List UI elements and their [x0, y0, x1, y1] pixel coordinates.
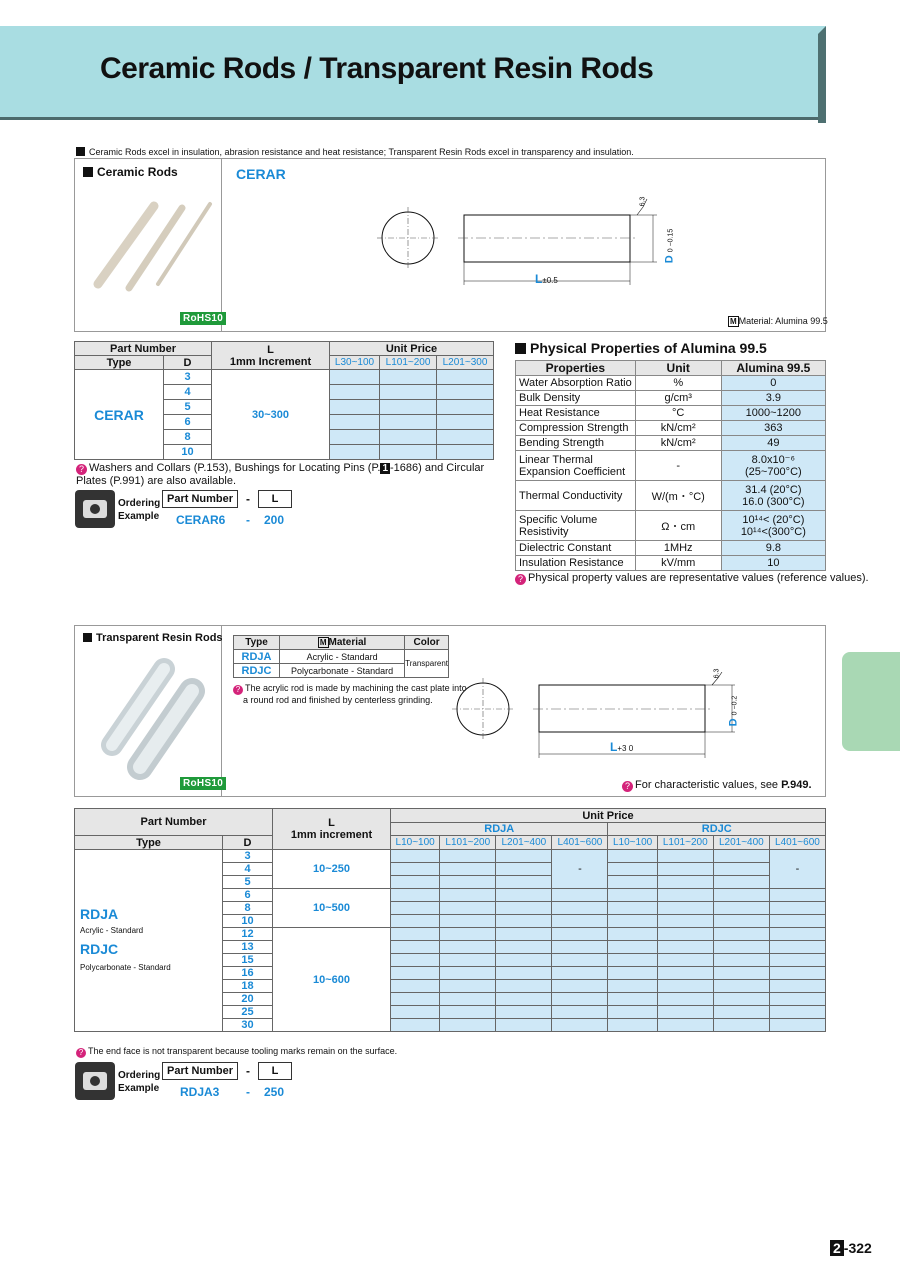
- d-value: 15: [223, 954, 273, 967]
- mat-color: Transparent: [405, 650, 449, 678]
- d-value: 10: [223, 915, 273, 928]
- page-title: Ceramic Rods / Transparent Resin Rods: [100, 52, 654, 85]
- prop-unit: kN/cm²: [635, 421, 721, 436]
- ordering-example-label: Ordering Example: [118, 498, 161, 522]
- rohs-badge: RoHS10: [180, 777, 226, 790]
- ordering-example-icon: [75, 490, 115, 528]
- h-part-number: Part Number: [75, 342, 212, 356]
- order-example-l: 200: [264, 513, 285, 527]
- h-l: L 1mm Increment: [212, 342, 330, 370]
- prop-name: Water Absorption Ratio: [516, 376, 636, 391]
- price-na: -: [769, 850, 825, 889]
- prop-unit: W/(m・°C): [635, 481, 721, 511]
- d-value: 3: [223, 850, 273, 863]
- prop-name: Insulation Resistance: [516, 556, 636, 571]
- prop-unit: Ω・cm: [635, 511, 721, 541]
- resin-char-note: ? For characteristic values, see P.949.: [622, 779, 812, 792]
- d-value: 6: [223, 889, 273, 902]
- prop-name: Specific Volume Resistivity: [516, 511, 636, 541]
- d-value: 8: [223, 902, 273, 915]
- price-col: L401~600: [769, 836, 825, 850]
- prop-value: 31.4 (20°C) 16.0 (300°C): [721, 481, 825, 511]
- resin-material-note: ? The acrylic rod is made by machining the cast plate into a round rod and finished by centerless grinding.: [233, 683, 467, 706]
- prop-name: Dielectric Constant: [516, 541, 636, 556]
- prop-name: Compression Strength: [516, 421, 636, 436]
- prop-value: 3.9: [721, 391, 825, 406]
- h-l: L 1mm increment: [273, 809, 391, 850]
- price-col: L101~200: [657, 836, 713, 850]
- order-example-dash: -: [246, 1085, 250, 1099]
- price-na: -: [552, 850, 608, 889]
- order-l-box: L: [258, 490, 292, 508]
- resin-roughness: 6.3: [713, 668, 721, 679]
- ceramic-photo-panel: [74, 158, 222, 332]
- order-part-number-box: Part Number: [162, 490, 238, 508]
- resin-dim-d: D 0 −0.2: [727, 695, 740, 727]
- d-value: 3: [164, 370, 212, 385]
- resin-note: ? The end face is not transparent because tooling marks remain on the surface.: [76, 1046, 397, 1058]
- order-l-box: L: [258, 1062, 292, 1080]
- price-col: L101~200: [380, 356, 437, 370]
- price-col: L201~300: [437, 356, 494, 370]
- h-unit: Unit: [635, 361, 721, 376]
- resin-drawing: [450, 672, 750, 762]
- props-note: ? Physical property values are representative values (reference values).: [515, 572, 869, 585]
- order-example-part: CERAR6: [176, 513, 226, 527]
- prop-value: 10¹⁴< (20°C) 10¹⁴<(300°C): [721, 511, 825, 541]
- ordering-example-label: Ordering Example: [118, 1070, 161, 1094]
- ordering-example-icon: [75, 1062, 115, 1100]
- prop-value: 49: [721, 436, 825, 451]
- d-value: 18: [223, 980, 273, 993]
- prop-unit: 1MHz: [635, 541, 721, 556]
- ceramic-heading: Ceramic Rods: [83, 165, 178, 179]
- h-type: Type: [75, 356, 164, 370]
- order-dash: -: [246, 492, 250, 506]
- d-value: 10: [164, 445, 212, 460]
- price-col: L201~400: [713, 836, 769, 850]
- page-number: 2 -322: [830, 1240, 872, 1256]
- h-properties: Properties: [516, 361, 636, 376]
- prop-name: Bulk Density: [516, 391, 636, 406]
- prop-name: Thermal Conductivity: [516, 481, 636, 511]
- ceramic-material-note: M Material: Alumina 99.5: [730, 316, 828, 326]
- d-value: 8: [164, 430, 212, 445]
- d-value: 4: [164, 385, 212, 400]
- ceramic-note: ? Washers and Collars (P.153), Bushings for Locating Pins (P. 1 -1686) and Circular Plates (P.991) are also available.: [76, 462, 485, 487]
- resin-material-table: [233, 635, 449, 678]
- h-color: Color: [405, 636, 449, 650]
- prop-value: 0: [721, 376, 825, 391]
- d-value: 5: [223, 876, 273, 889]
- resin-type-cell: RDJA Acrylic - Standard RDJC Polycarbonate - Standard: [75, 850, 223, 1032]
- d-value: 13: [223, 941, 273, 954]
- ceramic-price-table: [74, 341, 494, 460]
- prop-value: 8.0x10⁻⁶ (25~700°C): [721, 451, 825, 481]
- prop-unit: g/cm³: [635, 391, 721, 406]
- h-type: Type: [75, 836, 223, 850]
- h-rdjc: RDJC: [608, 823, 826, 836]
- h-rdja: RDJA: [391, 823, 608, 836]
- intro-text: Ceramic Rods excel in insulation, abrasion resistance and heat resistance; Transparent Resin Rods excel in transparency and insulation.: [76, 147, 634, 157]
- prop-unit: %: [635, 376, 721, 391]
- prop-name: Heat Resistance: [516, 406, 636, 421]
- d-value: 12: [223, 928, 273, 941]
- ceramic-rods-image: [84, 192, 219, 302]
- h-d: D: [164, 356, 212, 370]
- prop-value: 10: [721, 556, 825, 571]
- price-col: L401~600: [552, 836, 608, 850]
- l-range: 10~500: [273, 889, 391, 928]
- ceramic-roughness: 6.3: [639, 196, 647, 207]
- prop-value: 363: [721, 421, 825, 436]
- d-value: 5: [164, 400, 212, 415]
- props-heading: Physical Properties of Alumina 99.5: [515, 340, 767, 356]
- prop-name: Bending Strength: [516, 436, 636, 451]
- l-range: 10~250: [273, 850, 391, 889]
- prop-unit: -: [635, 451, 721, 481]
- h-part-number: Part Number: [75, 809, 273, 836]
- ceramic-type-cell: CERAR: [75, 370, 164, 460]
- l-range: 10~600: [273, 928, 391, 1032]
- resin-dim-l: L+3 0: [610, 740, 634, 754]
- title-banner-shadow: [818, 26, 826, 123]
- l-range: 30~300: [212, 370, 330, 460]
- mat-type: RDJA: [234, 650, 280, 664]
- price-col: L10~100: [608, 836, 657, 850]
- prop-value: 1000~1200: [721, 406, 825, 421]
- price-col: L101~200: [440, 836, 496, 850]
- order-example-dash: -: [246, 513, 250, 527]
- ceramic-drawing: [375, 195, 675, 290]
- mat-material: Polycarbonate - Standard: [280, 664, 405, 678]
- resin-rods-image: [84, 651, 219, 781]
- h-type: Type: [234, 636, 280, 650]
- d-value: 16: [223, 967, 273, 980]
- rohs-badge: RoHS10: [180, 312, 226, 325]
- d-value: 20: [223, 993, 273, 1006]
- price-col: L10~100: [391, 836, 440, 850]
- h-value: Alumina 99.5: [721, 361, 825, 376]
- order-part-number-box: Part Number: [162, 1062, 238, 1080]
- title-banner-corner: [818, 26, 826, 34]
- section-side-tab[interactable]: [842, 652, 900, 751]
- price-col: L201~400: [496, 836, 552, 850]
- ceramic-dim-l: L±0.5: [535, 272, 558, 286]
- prop-unit: °C: [635, 406, 721, 421]
- resin-heading: Transparent Resin Rods: [83, 632, 223, 644]
- order-dash: -: [246, 1064, 250, 1078]
- prop-value: 9.8: [721, 541, 825, 556]
- h-unit-price: Unit Price: [391, 809, 826, 823]
- d-value: 30: [223, 1019, 273, 1032]
- prop-unit: kV/mm: [635, 556, 721, 571]
- d-value: 4: [223, 863, 273, 876]
- prop-name: Linear Thermal Expansion Coefficient: [516, 451, 636, 481]
- h-material: M Material: [280, 636, 405, 650]
- ceramic-type-label: CERAR: [236, 166, 286, 182]
- h-unit-price: Unit Price: [330, 342, 494, 356]
- ceramic-dim-d: D 0 −0.15: [663, 228, 676, 264]
- props-table: [515, 360, 826, 571]
- price-col: L30~100: [330, 356, 380, 370]
- order-example-part: RDJA3: [180, 1085, 220, 1099]
- mat-type: RDJC: [234, 664, 280, 678]
- resin-photo-panel: [74, 625, 222, 797]
- h-d: D: [223, 836, 273, 850]
- order-example-l: 250: [264, 1085, 285, 1099]
- mat-material: Acrylic - Standard: [280, 650, 405, 664]
- d-value: 6: [164, 415, 212, 430]
- prop-unit: kN/cm²: [635, 436, 721, 451]
- d-value: 25: [223, 1006, 273, 1019]
- resin-price-table: [74, 808, 826, 1032]
